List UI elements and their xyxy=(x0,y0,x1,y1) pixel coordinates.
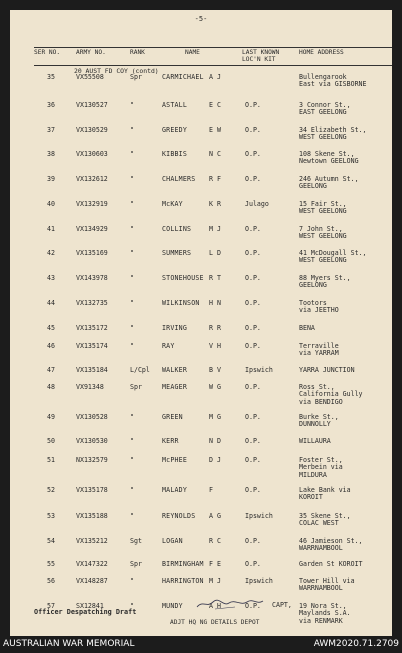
home-address xyxy=(299,578,355,593)
initials: A G xyxy=(209,512,221,520)
depot-label: ADJT HQ NG DETAILS DEPOT xyxy=(170,619,260,626)
surname: KERR xyxy=(162,437,179,445)
rank: " xyxy=(130,486,134,494)
rank: Spr xyxy=(130,73,142,81)
surname: KIBBIS xyxy=(162,150,188,158)
home-address xyxy=(299,384,363,406)
initials: D J xyxy=(209,456,221,464)
address-line: Burke St., xyxy=(299,413,339,421)
rank: " xyxy=(130,101,134,109)
rank: " xyxy=(130,299,134,307)
address-line: 41 McDougall St., xyxy=(299,249,367,257)
army-no: VX130603 xyxy=(76,150,108,158)
rank: " xyxy=(130,456,134,464)
army-no: VX147322 xyxy=(76,560,108,568)
surname: McKAY xyxy=(162,200,183,208)
address-line: Bullengarook xyxy=(299,73,347,81)
ser-no: 54 xyxy=(47,537,55,545)
ser-no: 37 xyxy=(47,126,55,134)
kit-location: Julago xyxy=(245,200,269,208)
initials: R R xyxy=(209,324,221,332)
initials: F xyxy=(209,486,213,494)
kit-location: O.P. xyxy=(245,413,261,421)
address-line: WARRNAMBOOL xyxy=(299,584,343,593)
surname: MUNDY xyxy=(162,602,183,610)
rank: " xyxy=(130,577,134,585)
address-line: MILDURA xyxy=(299,470,327,479)
home-address xyxy=(299,102,351,117)
ser-no: 35 xyxy=(47,73,55,81)
address-line: 7 John St., xyxy=(299,225,343,233)
home-address xyxy=(299,343,339,358)
kit-location: O.P. xyxy=(245,175,261,183)
initials: M J xyxy=(209,225,221,233)
kit-location: O.P. xyxy=(245,150,261,158)
ser-no: 50 xyxy=(47,437,55,445)
header-army-no: ARMY NO. xyxy=(76,49,106,56)
ser-no: 39 xyxy=(47,175,55,183)
home-address xyxy=(299,300,339,315)
home-address xyxy=(299,176,359,191)
address-line: Terraville xyxy=(299,342,339,350)
caption-left: AUSTRALIAN WAR MEMORIAL xyxy=(3,639,135,649)
initials: H N xyxy=(209,299,221,307)
army-no: VX135212 xyxy=(76,537,108,545)
header-last-known-line2: LOC'N KIT xyxy=(242,56,276,63)
initials: F E xyxy=(209,560,221,568)
address-line: Foster St., xyxy=(299,456,343,464)
rank: Spr xyxy=(130,560,142,568)
kit-location: Ipswich xyxy=(245,366,273,374)
ser-no: 41 xyxy=(47,225,55,233)
kit-location: O.P. xyxy=(245,299,261,307)
ser-no: 40 xyxy=(47,200,55,208)
surname: LOGAN xyxy=(162,537,183,545)
initials: M G xyxy=(209,413,221,421)
ser-no: 52 xyxy=(47,486,55,494)
address-line: East via GISBORNE xyxy=(299,80,367,89)
army-no: VX135169 xyxy=(76,249,108,257)
home-address xyxy=(299,457,343,479)
address-line: EAST GEELONG xyxy=(299,108,347,117)
address-line: WEST GEELONG xyxy=(299,232,347,241)
initials: N C xyxy=(209,150,221,158)
ser-no: 43 xyxy=(47,274,55,282)
rank: " xyxy=(130,225,134,233)
header-top-rule xyxy=(34,47,392,48)
rank: Sgt xyxy=(130,537,142,545)
army-no: VX132612 xyxy=(76,175,108,183)
home-address xyxy=(299,74,367,89)
address-line: Tootors xyxy=(299,299,327,307)
header-home-address: HOME ADDRESS xyxy=(299,49,344,56)
initials: N D xyxy=(209,437,221,445)
address-line: 3 Connor St., xyxy=(299,101,351,109)
army-no: VX55508 xyxy=(76,73,104,81)
ser-no: 38 xyxy=(47,150,55,158)
surname: CARMICHAEL xyxy=(162,73,204,81)
army-no: VX135174 xyxy=(76,342,108,350)
rank: " xyxy=(130,602,134,610)
address-line: WARRNAMBOOL xyxy=(299,544,343,553)
address-line: 19 Nora St., xyxy=(299,602,347,610)
army-no: NX132579 xyxy=(76,456,108,464)
home-address xyxy=(299,513,351,528)
kit-location: O.P. xyxy=(245,126,261,134)
home-address xyxy=(299,561,363,568)
ser-no: 55 xyxy=(47,560,55,568)
army-no: VX135188 xyxy=(76,512,108,520)
address-line: 246 Autumn St., xyxy=(299,175,359,183)
initials: K R xyxy=(209,200,221,208)
ser-no: 46 xyxy=(47,342,55,350)
ser-no: 48 xyxy=(47,383,55,391)
address-line: 88 Myers St., xyxy=(299,274,351,282)
rank: L/Cpl xyxy=(130,366,150,374)
address-line: WEST GEELONG xyxy=(299,256,347,265)
rank: " xyxy=(130,175,134,183)
address-line: GEELONG xyxy=(299,182,327,191)
ser-no: 42 xyxy=(47,249,55,257)
home-address xyxy=(299,414,339,429)
kit-location: O.P. xyxy=(245,486,261,494)
address-line: Maylands S.A. xyxy=(299,609,351,618)
rank: " xyxy=(130,150,134,158)
initials: A J xyxy=(209,73,221,81)
initials: V H xyxy=(209,342,221,350)
address-line: 108 Skene St., xyxy=(299,150,355,158)
initials: L D xyxy=(209,249,221,257)
surname: HARRINGTON xyxy=(162,577,204,585)
army-no: VX91348 xyxy=(76,383,104,391)
home-address xyxy=(299,325,315,332)
ser-no: 36 xyxy=(47,101,55,109)
address-line: Ross St., xyxy=(299,383,335,391)
kit-location: O.P. xyxy=(245,225,261,233)
rank: " xyxy=(130,413,134,421)
surname: ASTALL xyxy=(162,101,188,109)
ser-no: 44 xyxy=(47,299,55,307)
address-line: GEELONG xyxy=(299,281,327,290)
caption-right: AWM2020.71.2709 xyxy=(313,639,399,649)
army-no: VX134929 xyxy=(76,225,108,233)
home-address xyxy=(299,127,367,142)
surname: GREEN xyxy=(162,413,183,421)
army-no: VX135178 xyxy=(76,486,108,494)
surname: McPHEE xyxy=(162,456,188,464)
kit-location: O.P. xyxy=(245,383,261,391)
page-number: -5- xyxy=(194,15,208,23)
ser-no: 53 xyxy=(47,512,55,520)
address-line: YARRA JUNCTION xyxy=(299,366,355,374)
address-line: via YARRAM xyxy=(299,349,339,358)
ser-no: 49 xyxy=(47,413,55,421)
surname: IRVING xyxy=(162,324,188,332)
address-line: via BENDIGO xyxy=(299,397,343,406)
surname: MALADY xyxy=(162,486,188,494)
kit-location: O.P. xyxy=(245,437,261,445)
initials: W G xyxy=(209,383,221,391)
address-line: KOROIT xyxy=(299,493,323,502)
document-page xyxy=(10,10,392,636)
address-line: via RENMARK xyxy=(299,616,343,625)
surname: COLLINS xyxy=(162,225,192,233)
address-line: 35 Skene St., xyxy=(299,512,351,520)
captain-label: CAPT, xyxy=(272,601,292,609)
army-no: VX130528 xyxy=(76,413,108,421)
initials: E W xyxy=(209,126,221,134)
home-address xyxy=(299,367,355,374)
header-last-known-line1: LAST KNOWN xyxy=(242,49,280,56)
address-line: 34 Elizabeth St., xyxy=(299,126,367,134)
kit-location: O.P. xyxy=(245,537,261,545)
army-no: VX143978 xyxy=(76,274,108,282)
home-address xyxy=(299,201,347,216)
army-no: VX135172 xyxy=(76,324,108,332)
rank: Spr xyxy=(130,383,142,391)
address-line: WEST GEELONG xyxy=(299,133,347,142)
army-no: VX130527 xyxy=(76,101,108,109)
address-line: Garden St KOROIT xyxy=(299,560,363,568)
kit-location: O.P. xyxy=(245,602,261,610)
ser-no: 45 xyxy=(47,324,55,332)
kit-location: O.P. xyxy=(245,249,261,257)
address-line: Newtown GEELONG xyxy=(299,157,359,166)
address-line: California Gully xyxy=(299,390,363,399)
home-address xyxy=(299,275,351,290)
initials: E C xyxy=(209,101,221,109)
signature-mark xyxy=(195,598,265,610)
rank: " xyxy=(130,200,134,208)
home-address xyxy=(299,250,367,265)
address-line: BENA xyxy=(299,324,315,332)
address-line: Tower Hill via xyxy=(299,577,355,585)
kit-location: Ipswich xyxy=(245,512,273,520)
header-bottom-rule xyxy=(34,65,392,66)
address-line: Merbein via xyxy=(299,463,343,472)
rank: " xyxy=(130,512,134,520)
address-line: WEST GEELONG xyxy=(299,207,347,216)
kit-location: O.P. xyxy=(245,324,261,332)
address-line: DUNNOLLY xyxy=(299,420,331,429)
army-no: VX148287 xyxy=(76,577,108,585)
rank: " xyxy=(130,126,134,134)
address-line: 15 Fair St., xyxy=(299,200,347,208)
surname: WILKINSON xyxy=(162,299,200,307)
initials: R F xyxy=(209,175,221,183)
surname: GREEDY xyxy=(162,126,188,134)
ser-no: 51 xyxy=(47,456,55,464)
rank: " xyxy=(130,324,134,332)
army-no: VX130530 xyxy=(76,437,108,445)
surname: RAY xyxy=(162,342,175,350)
kit-location: O.P. xyxy=(245,456,261,464)
header-rank: RANK xyxy=(130,49,145,56)
ser-no: 57 xyxy=(47,602,55,610)
home-address xyxy=(299,438,331,445)
ser-no: 47 xyxy=(47,366,55,374)
surname: CHALMERS xyxy=(162,175,196,183)
army-no: VX132919 xyxy=(76,200,108,208)
initials: M J xyxy=(209,577,221,585)
address-line: WILLAURA xyxy=(299,437,331,445)
kit-location: O.P. xyxy=(245,274,261,282)
section-heading: 20 AUST FD COY (contd) xyxy=(74,67,159,75)
home-address xyxy=(299,487,351,502)
initials: A H xyxy=(209,602,221,610)
home-address xyxy=(299,538,363,553)
header-ser-no: SER NO. xyxy=(34,49,61,56)
army-no: VX130529 xyxy=(76,126,108,134)
officer-despatching-label: Officer Despatching Draft xyxy=(34,608,137,616)
initials: R C xyxy=(209,537,221,545)
kit-location: O.P. xyxy=(245,342,261,350)
home-address xyxy=(299,151,359,166)
home-address xyxy=(299,226,347,241)
rank: " xyxy=(130,437,134,445)
address-line: via JEETHO xyxy=(299,306,339,315)
kit-location: O.P. xyxy=(245,101,261,109)
address-line: COLAC WEST xyxy=(299,519,339,528)
kit-location: O.P. xyxy=(245,560,261,568)
address-line: Lake Bank via xyxy=(299,486,351,494)
army-no: VX132735 xyxy=(76,299,108,307)
rank: " xyxy=(130,249,134,257)
header-last-known xyxy=(242,49,279,63)
rank: " xyxy=(130,342,134,350)
surname: STONEHOUSE xyxy=(162,274,204,282)
surname: SUMMERS xyxy=(162,249,192,257)
surname: MEAGER xyxy=(162,383,188,391)
surname: REYNOLDS xyxy=(162,512,196,520)
address-line: 46 Jamieson St., xyxy=(299,537,363,545)
home-address xyxy=(299,603,351,625)
army-no: VX135184 xyxy=(76,366,108,374)
initials: R T xyxy=(209,274,221,282)
ser-no: 56 xyxy=(47,577,55,585)
initials: B V xyxy=(209,366,221,374)
rank: " xyxy=(130,274,134,282)
surname: WALKER xyxy=(162,366,188,374)
surname: BIRMINGHAM xyxy=(162,560,204,568)
army-no: SX12841 xyxy=(76,602,104,610)
kit-location: Ipswich xyxy=(245,577,273,585)
header-name: NAME xyxy=(185,49,200,56)
